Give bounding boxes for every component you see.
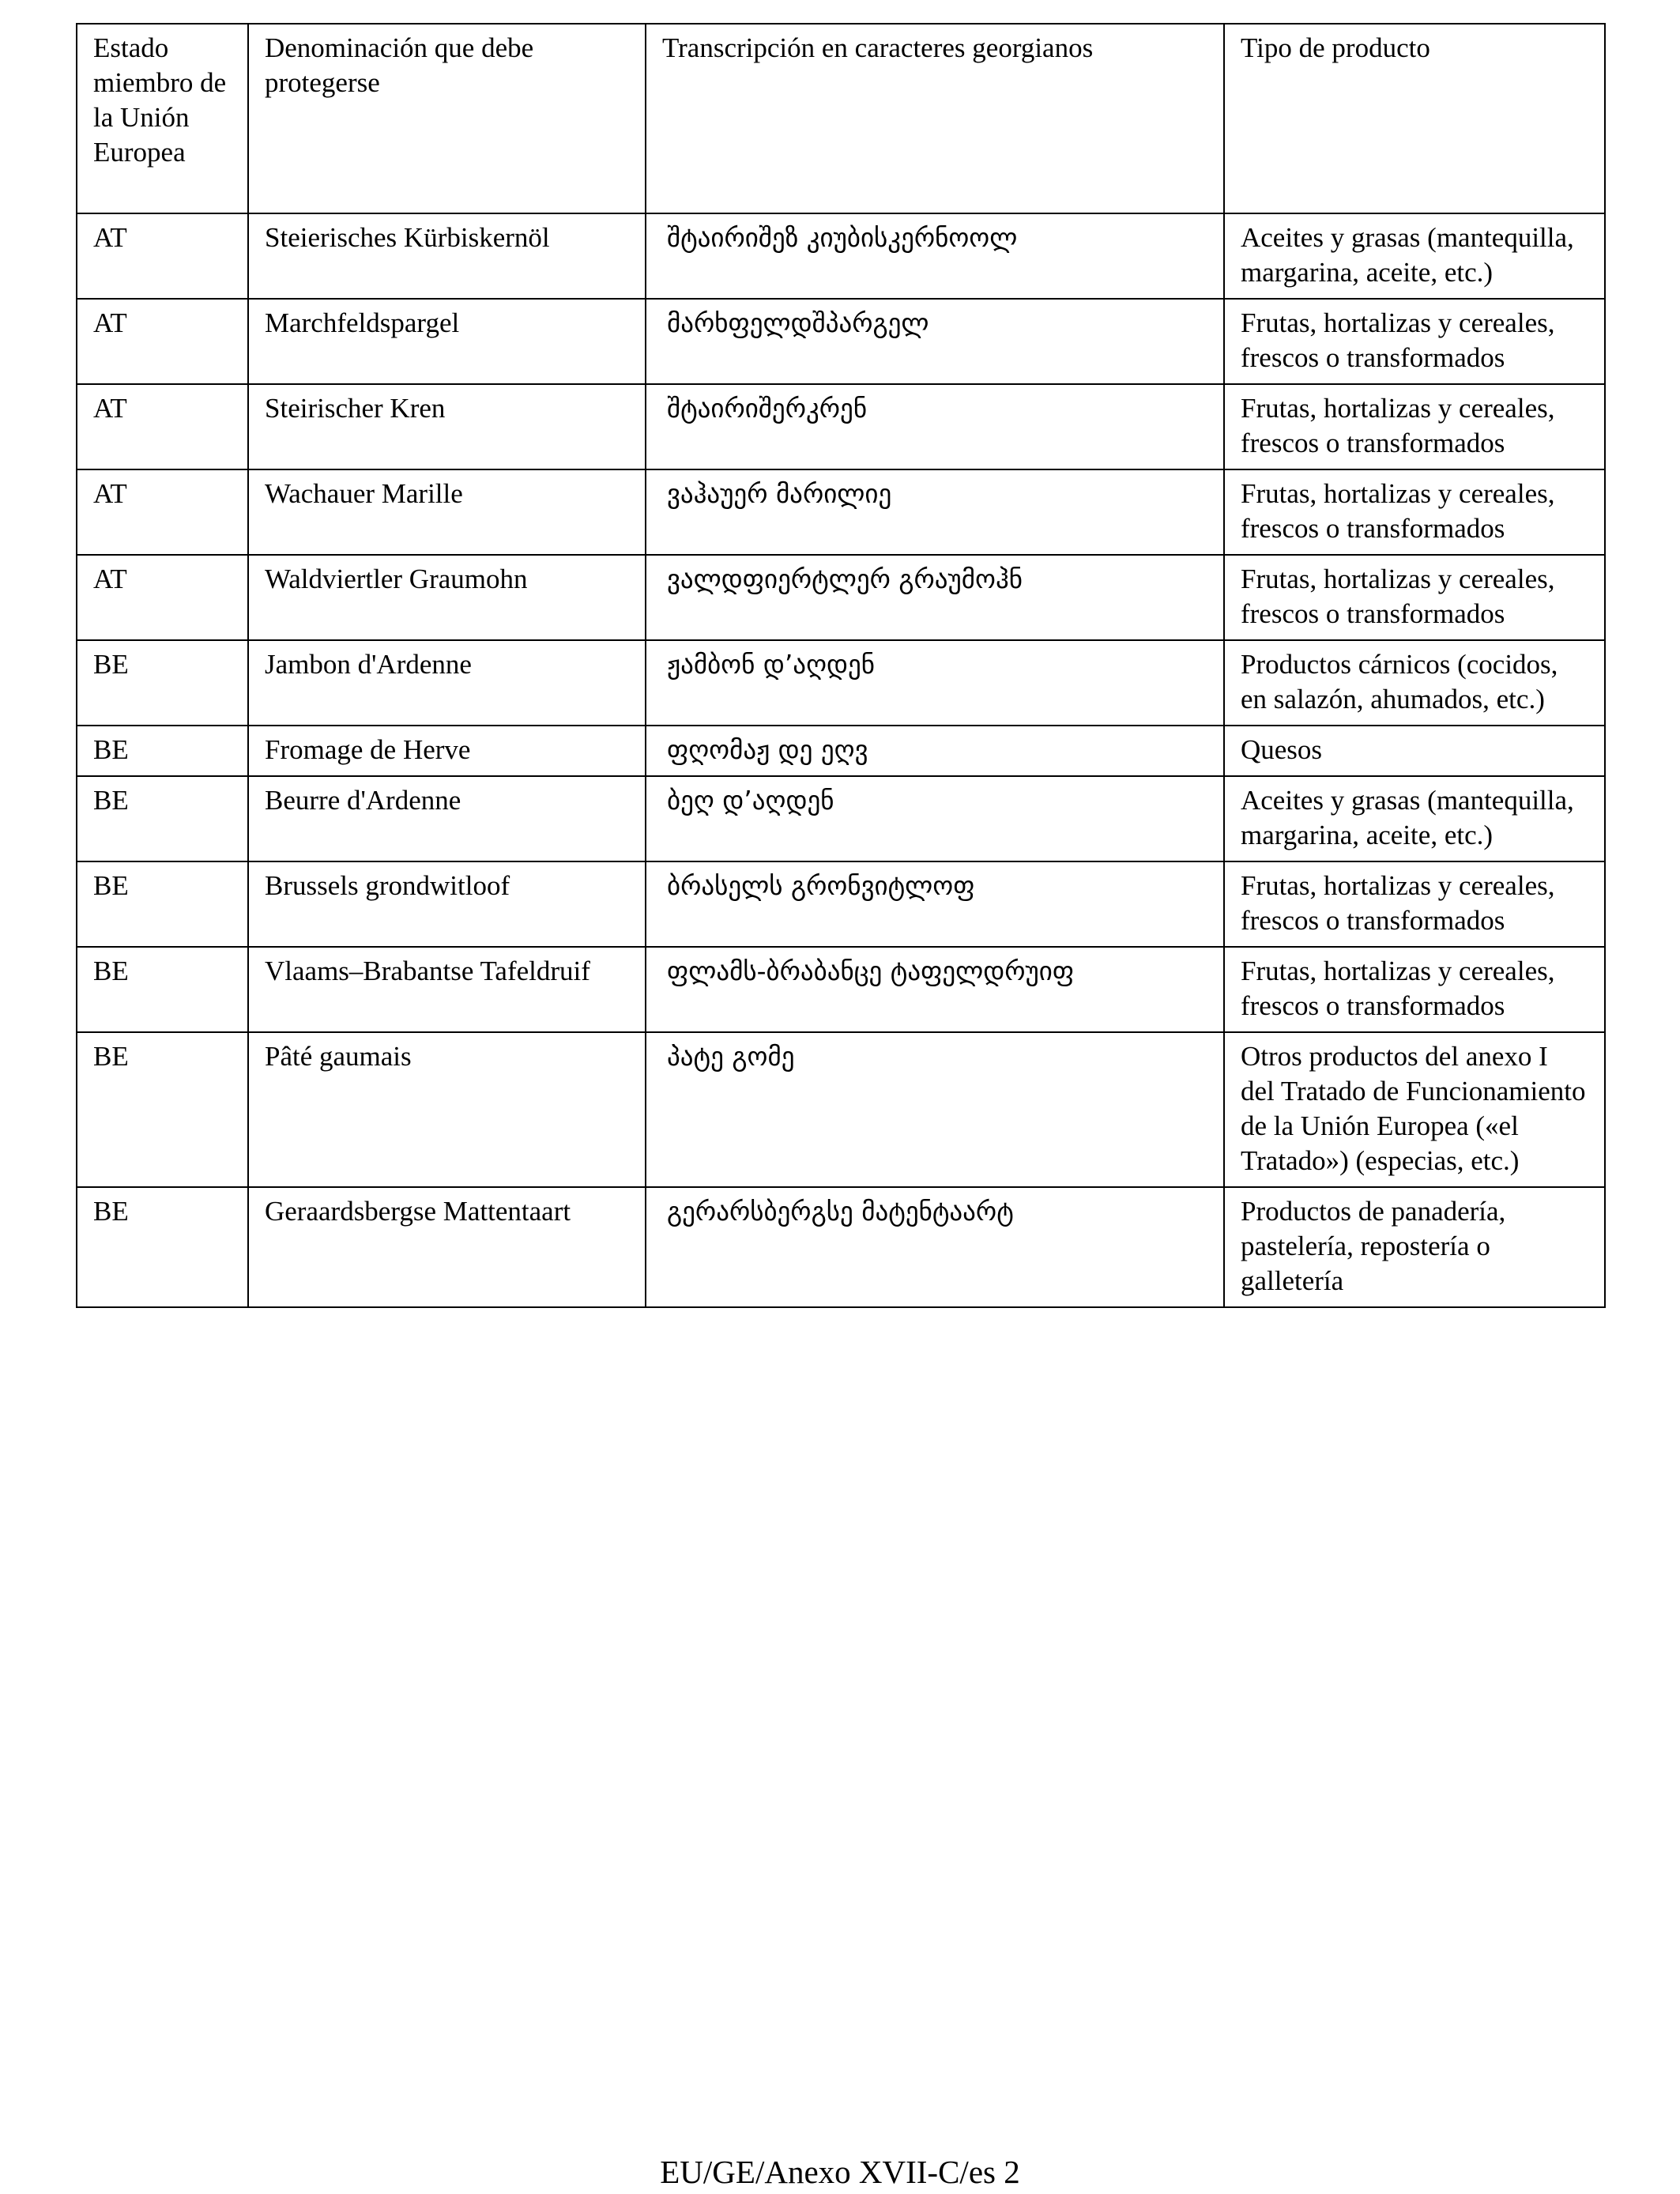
cell-product-type: Productos cárnicos (cocidos, en salazón, ahumados, etc.) [1224,640,1605,726]
header-row [77,24,1605,213]
cell-product-type: Frutas, hortalizas y cereales, frescos o transformados [1224,299,1605,384]
cell-georgian-transcription: ბრასელს გრონვიტლოფ [646,861,1224,947]
cell-member-state: BE [77,726,248,776]
cell-protected-name: Vlaams–Brabantse Tafeldruif [248,947,646,1032]
cell-member-state: AT [77,213,248,299]
cell-product-type: Aceites y grasas (mantequilla, margarina, aceite, etc.) [1224,776,1605,861]
header-product-type: Tipo de producto [1224,24,1605,213]
products-table [76,23,1606,1308]
cell-member-state: AT [77,384,248,469]
table-body [77,213,1605,1307]
cell-product-type: Frutas, hortalizas y cereales, frescos o transformados [1224,861,1605,947]
page-footer-reference: EU/GE/Anexo XVII-C/es 2 [660,2154,1020,2190]
cell-georgian-transcription: ფლამს-ბრაბანცე ტაფელდრუიფ [646,947,1224,1032]
cell-protected-name: Steirischer Kren [248,384,646,469]
cell-georgian-transcription: ვაჰაუერ მარილიე [646,469,1224,555]
cell-member-state: BE [77,776,248,861]
table-row [77,947,1605,1032]
cell-georgian-transcription: პატე გომე [646,1032,1224,1187]
cell-member-state: BE [77,861,248,947]
cell-product-type: Quesos [1224,726,1605,776]
cell-protected-name: Brussels grondwitloof [248,861,646,947]
header-protected-name: Denominación que debe protegerse [248,24,646,213]
cell-protected-name: Geraardsbergse Mattentaart [248,1187,646,1307]
cell-member-state: BE [77,1032,248,1187]
cell-protected-name: Marchfeldspargel [248,299,646,384]
table-row [77,861,1605,947]
cell-georgian-transcription: შტაირიშეზ კიუბისკერნოოლ [646,213,1224,299]
table-row [77,299,1605,384]
table-row [77,1032,1605,1187]
cell-product-type: Frutas, hortalizas y cereales, frescos o transformados [1224,947,1605,1032]
cell-georgian-transcription: გერარსბერგსე მატენტაარტ [646,1187,1224,1307]
cell-protected-name: Beurre d'Ardenne [248,776,646,861]
cell-member-state: AT [77,469,248,555]
cell-member-state: AT [77,299,248,384]
cell-georgian-transcription: ვალდფიერტლერ გრაუმოჰნ [646,555,1224,640]
table-row [77,640,1605,726]
table-row [77,384,1605,469]
table-row [77,555,1605,640]
table-row [77,1187,1605,1307]
cell-product-type: Aceites y grasas (mantequilla, margarina, aceite, etc.) [1224,213,1605,299]
cell-member-state: BE [77,640,248,726]
cell-protected-name: Fromage de Herve [248,726,646,776]
table-header [77,24,1605,213]
cell-georgian-transcription: მარხფელდშპარგელ [646,299,1224,384]
cell-protected-name: Jambon d'Ardenne [248,640,646,726]
cell-protected-name: Waldviertler Graumohn [248,555,646,640]
cell-georgian-transcription: ბეღ დ’აღდენ [646,776,1224,861]
table-row [77,213,1605,299]
cell-protected-name: Pâté gaumais [248,1032,646,1187]
header-georgian-transcription: Transcripción en caracteres georgianos [646,24,1224,213]
cell-product-type: Otros productos del anexo I del Tratado de Funcionamiento de la Unión Europea («el Tratado») (especias, etc.) [1224,1032,1605,1187]
cell-georgian-transcription: ჟამბონ დ’აღდენ [646,640,1224,726]
cell-protected-name: Wachauer Marille [248,469,646,555]
table-row [77,726,1605,776]
header-member-state: Estado miembro de la Unión Europea [77,24,248,213]
cell-product-type: Frutas, hortalizas y cereales, frescos o transformados [1224,384,1605,469]
table-row [77,776,1605,861]
cell-georgian-transcription: ფღომაჟ დე ეღვ [646,726,1224,776]
cell-member-state: BE [77,947,248,1032]
cell-protected-name: Steierisches Kürbiskernöl [248,213,646,299]
cell-product-type: Frutas, hortalizas y cereales, frescos o transformados [1224,469,1605,555]
cell-product-type: Productos de panadería, pastelería, repostería o galletería [1224,1187,1605,1307]
cell-member-state: AT [77,555,248,640]
cell-product-type: Frutas, hortalizas y cereales, frescos o transformados [1224,555,1605,640]
cell-georgian-transcription: შტაირიშერკრენ [646,384,1224,469]
cell-member-state: BE [77,1187,248,1307]
table-row [77,469,1605,555]
